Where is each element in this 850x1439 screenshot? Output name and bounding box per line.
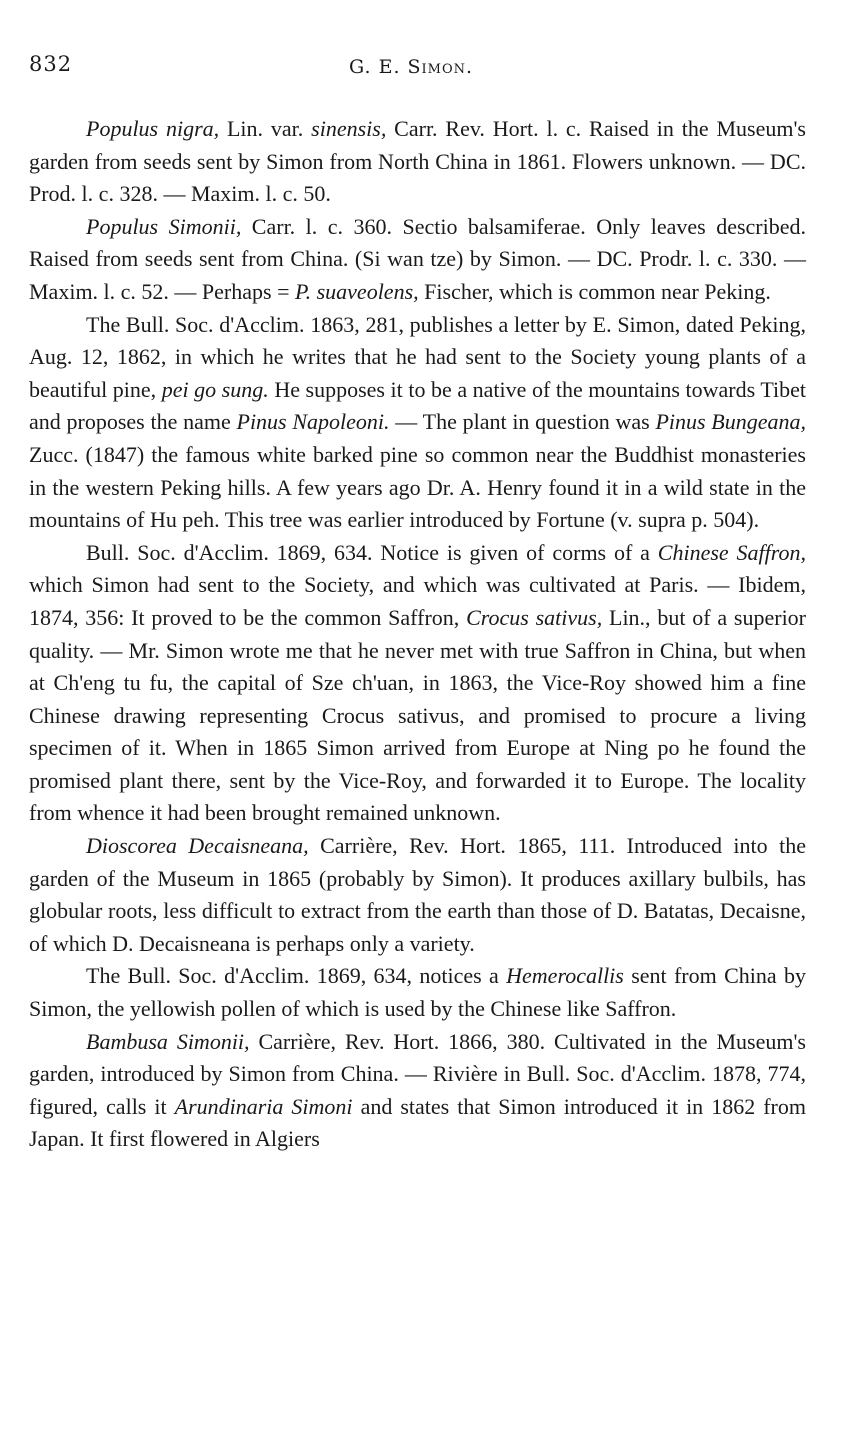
text-run: — The plant in question was [389, 409, 656, 435]
text-run: Zucc. (1847) the famous white barked pine so common near the Buddhist monasteries in the western Peking hills. A few years ago Dr. A. Henry found it in a wild state in the mountains of Hu peh. This tree was earlier introduced by Fortune (v. supra p. 504). [29, 441, 806, 533]
paragraph [29, 960, 806, 1025]
text-run: Carrière, Rev. Hort. 1865, 111. Introduced into the garden of the Museum in 1865 (probably by Simon). It produces axillary bulbils, has globular roots, less difficult to extract from the earth than those of D. Batatas, Decaisne, of which D. Decaisneana is perhaps only a variety. [29, 833, 806, 956]
italic-run: Dioscorea Decaisneana, [86, 833, 309, 859]
italic-run: sinensis, [311, 116, 387, 141]
italic-run: Pinus Bungeana, [655, 409, 807, 435]
body-text [29, 113, 806, 1156]
running-head: G. E. Simon. [349, 56, 474, 78]
italic-run: Bambusa Simonii, [86, 1028, 250, 1054]
paragraph [29, 830, 806, 960]
italic-run: Arundinaria Simoni [174, 1093, 353, 1119]
italic-run: Populus nigra, [86, 116, 220, 141]
italic-run: P. suaveolens, [295, 278, 419, 304]
paragraph [29, 309, 806, 537]
italic-run: Populus Simonii, [86, 213, 242, 239]
text-run: sent from China by Simon, the yellowish pollen of which is used by the Chinese like Saffron. [29, 963, 806, 1022]
italic-run: Pinus Napoleoni. [236, 409, 390, 435]
italic-run: Hemerocallis [506, 963, 624, 989]
italic-run: Chinese Saffron, [657, 539, 806, 565]
text-run: Bull. Soc. d'Acclim. 1869, 634. Notice is given of corms of a [86, 539, 658, 565]
paragraph [29, 537, 806, 830]
text-run: Carrière, Rev. Hort. 1866, 380. Cultivated in the Museum's garden, introduced by Simon from China. — Rivière in Bull. Soc. d'Acclim. 1878, 774, figured, calls it [29, 1028, 806, 1119]
text-run: Carr. Rev. Hort. l. c. Raised in the Museum's garden from seeds sent by Simon from North China in 1861. Flowers unknown. — DC. Prod. l. c. 328. — Maxim. l. c. 50. [29, 116, 806, 207]
text-run: The Bull. Soc. d'Acclim. 1869, 634, notices a [86, 963, 507, 989]
italic-run: pei go sung. [161, 376, 269, 402]
text-run: Lin., but of a superior quality. — Mr. Simon wrote me that he never met with true Saffron in China, but when at Ch'eng tu fu, the capital of Sze ch'uan, in 1863, the Vice-Roy showed him a fine Chinese drawing representing Crocus sativus, and promised to procure a living specimen of it. When in 1865 Simon arrived from Europe at Ning po he found the promised plant there, sent by the Vice-Roy, and forwarded it to Europe. The locality from whence it had been brought remained unknown. [29, 604, 807, 826]
text-run: and states that Simon introduced it in 1862 from Japan. It first flowered in Algiers [29, 1093, 806, 1152]
text-run: He supposes it to be a native of the mountains towards Tibet and proposes the name [29, 376, 806, 435]
page-header [29, 52, 805, 86]
text-run: which Simon had sent to the Society, and which was cultivated at Paris. — Ibidem, 1874, 356: It proved to be the common Saffron, [29, 572, 806, 630]
paragraph [29, 113, 806, 211]
paragraph [29, 211, 806, 309]
page-number: 832 [29, 52, 73, 76]
text-run: Lin. var. [219, 116, 312, 141]
text-run: The Bull. Soc. d'Acclim. 1863, 281, publishes a letter by E. Simon, dated Peking, Aug. 12, 1862, in which he writes that he had sent to the Society young plants of a beautiful pine, [29, 311, 806, 402]
text-run: Fischer, which is common near Peking. [418, 278, 771, 304]
text-run: Carr. l. c. 360. Sectio balsamiferae. Only leaves described. Raised from seeds sent from China. (Si wan tze) by Simon. — DC. Prodr. l. c. 330. — Maxim. l. c. 52. — Perhaps = [29, 213, 806, 304]
italic-run: Crocus sativus, [466, 604, 603, 630]
paragraph [29, 1026, 806, 1156]
